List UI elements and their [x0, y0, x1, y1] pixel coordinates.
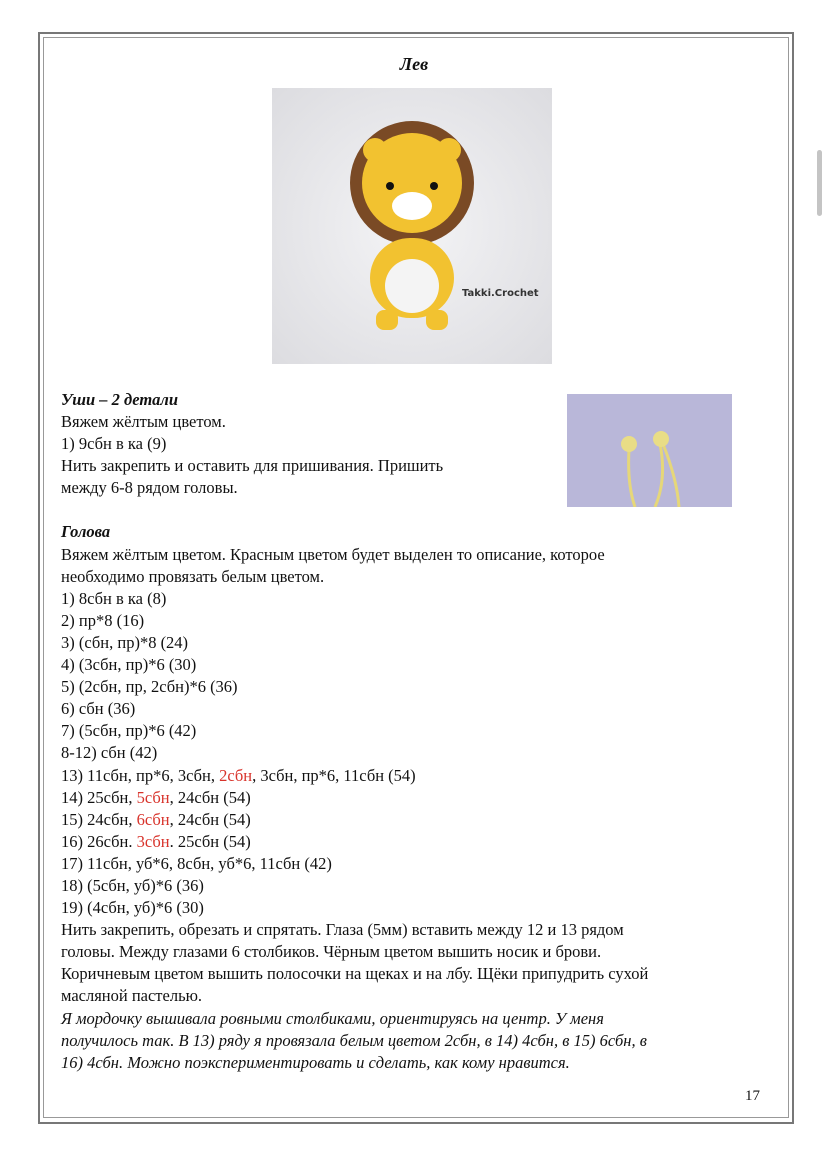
row-text: 19) (4сбн, уб)*6 (30) [61, 898, 204, 918]
row-text: 8-12) сбн (42) [61, 743, 158, 763]
head-rows [61, 588, 751, 919]
page-number: 17 [745, 1088, 760, 1104]
white-stitch-highlight: 5сбн [136, 787, 170, 807]
pattern-row [61, 720, 751, 742]
row-text: 15) 24сбн, [61, 809, 137, 829]
pattern-row [61, 875, 751, 897]
head-intro: необходимо провязать белым цветом. [61, 566, 325, 586]
finish-line: головы. Между глазами 6 столбиков. Чёрным цветом вышить носик и брови. [61, 942, 602, 962]
head-intro: Вяжем жёлтым цветом. Красным цветом будет выделен то описание, которое [61, 544, 605, 564]
ears-line: 1) 9сбн в ка (9) [61, 434, 167, 454]
photo-watermark: Takki.Crochet [462, 288, 539, 299]
row-text: 4) (3сбн, пр)*6 (30) [61, 655, 197, 675]
note-line: Я мордочку вышивала ровными столбиками, ориентируясь на центр. У меня [61, 1008, 604, 1028]
row-text: , 24сбн (54) [169, 787, 251, 807]
pattern-row [61, 632, 751, 654]
row-text: 7) (5сбн, пр)*6 (42) [61, 721, 197, 741]
pattern-row [61, 698, 751, 720]
row-text: 13) 11сбн, пр*6, 3сбн, [61, 765, 220, 785]
row-text: 16) 26сбн. [61, 831, 137, 851]
lion-toy-photo [272, 88, 552, 364]
ears-heading: Уши – 2 детали [61, 390, 179, 409]
pattern-row [61, 654, 751, 676]
white-stitch-highlight: 6сбн [136, 809, 170, 829]
pattern-text [61, 389, 751, 1074]
pattern-row [61, 610, 751, 632]
ears-line: Нить закрепить и оставить для пришивания. Пришить [61, 456, 444, 476]
pattern-row [61, 809, 751, 831]
pattern-row [61, 588, 751, 610]
ears-line: Вяжем жёлтым цветом. [61, 412, 226, 432]
finish-line: масляной пастелью. [61, 986, 203, 1006]
pattern-row [61, 831, 751, 853]
pattern-row [61, 897, 751, 919]
pattern-row [61, 765, 751, 787]
white-stitch-highlight: 3сбн [136, 831, 170, 851]
page-title: Лев [399, 54, 429, 74]
pattern-row [61, 787, 751, 809]
row-text: 6) сбн (36) [61, 699, 136, 719]
note-line: 16) 4сбн. Можно поэкспериментировать и сделать, как кому нравится. [61, 1052, 570, 1072]
white-stitch-highlight: 2сбн [219, 765, 253, 785]
finish-line: Нить закрепить, обрезать и спрятать. Глаза (5мм) вставить между 12 и 13 рядом [61, 920, 624, 940]
pattern-row [61, 853, 751, 875]
row-text: 17) 11сбн, уб*6, 8сбн, уб*6, 11сбн (42) [61, 853, 332, 873]
row-text: 3) (сбн, пр)*8 (24) [61, 632, 189, 652]
row-text: 5) (2сбн, пр, 2сбн)*6 (36) [61, 677, 238, 697]
finish-line: Коричневым цветом вышить полосочки на щеках и на лбу. Щёки припудрить сухой [61, 964, 649, 984]
ears-line: между 6-8 рядом головы. [61, 478, 238, 498]
head-heading: Голова [61, 522, 111, 542]
scrollbar[interactable] [817, 150, 822, 216]
pattern-row [61, 742, 751, 764]
pattern-row [61, 676, 751, 698]
row-text: , 24сбн (54) [169, 809, 251, 829]
row-text: 18) (5сбн, уб)*6 (36) [61, 875, 204, 895]
row-text: 2) пр*8 (16) [61, 610, 145, 630]
note-line: получилось так. В 13) ряду я провязала белым цветом 2сбн, в 14) 4сбн, в 15) 6сбн, в [61, 1030, 647, 1050]
row-text: 1) 8сбн в ка (8) [61, 588, 167, 608]
row-text: . 25сбн (54) [169, 831, 251, 851]
row-text: , 3сбн, пр*6, 11сбн (54) [252, 765, 416, 785]
row-text: 14) 25сбн, [61, 787, 137, 807]
